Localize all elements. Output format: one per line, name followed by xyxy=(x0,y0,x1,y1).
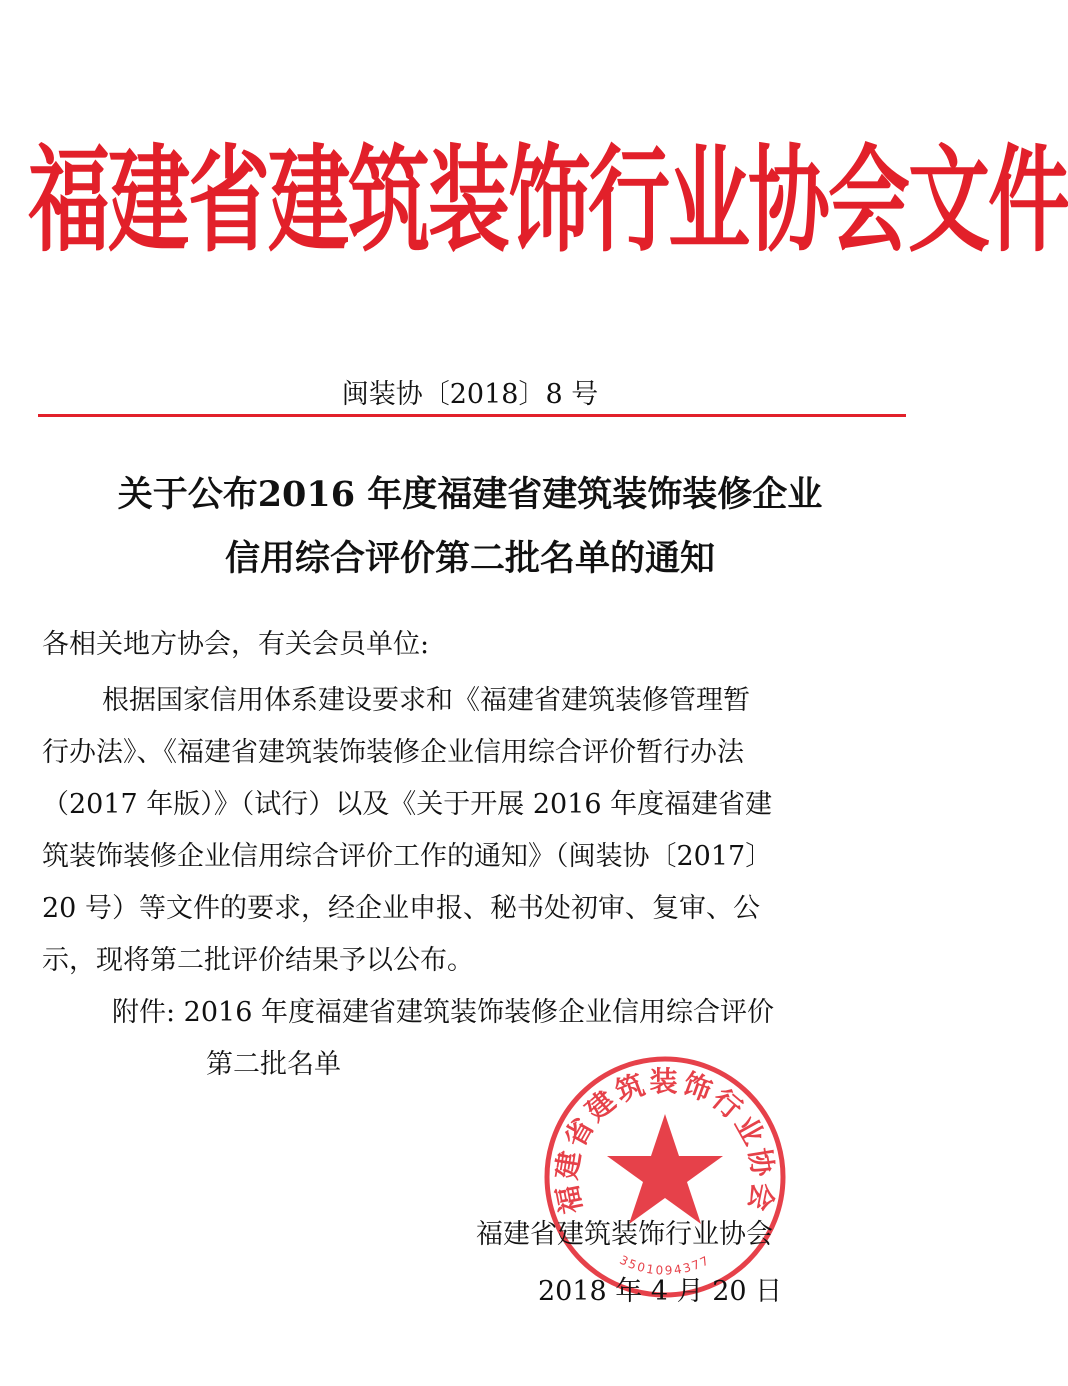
document-masthead: 福建省建筑装饰行业协会文件 xyxy=(28,134,1068,268)
official-seal xyxy=(540,1052,790,1302)
body-line xyxy=(42,834,882,873)
body-line-text: 根据国家信用体系建设要求和《福建省建筑装修管理暂 xyxy=(102,685,750,716)
body-line-text: 筑装饰装修企业信用综合评价工作的通知》（闽装协〔2017〕 xyxy=(42,841,773,872)
body-line-text: （2017 年版）》（试行）以及《关于开展 2016 年度福建省建 xyxy=(42,789,773,820)
star-icon xyxy=(607,1114,723,1224)
attachment-line-2: 第二批名单 xyxy=(206,1049,341,1080)
issue-date: 2018 年 4 月 20 日 xyxy=(538,1276,783,1307)
body-line xyxy=(42,782,882,821)
seal-text: 福建省建筑装饰行业协会 xyxy=(549,1065,781,1217)
body-line-text: 20 号）等文件的要求，经企业申报、秘书处初审、复审、公 xyxy=(42,893,760,924)
body-line-text: 行办法》、《福建省建筑装饰装修企业信用综合评价暂行办法 xyxy=(42,737,744,768)
body-line-text: 示，现将第二批评价结果予以公布。 xyxy=(42,945,474,976)
issuer-name: 福建省建筑装饰行业协会 xyxy=(476,1219,773,1250)
body-line xyxy=(42,678,882,717)
red-divider xyxy=(38,414,906,417)
body-line xyxy=(42,886,882,925)
body-line xyxy=(42,730,882,769)
seal-code: 3501094377 xyxy=(617,1252,713,1278)
body-line xyxy=(42,938,882,977)
notice-title-line-1: 关于公布2016 年度福建省建筑装饰装修企业 xyxy=(117,474,823,515)
notice-title-line-2: 信用综合评价第二批名单的通知 xyxy=(224,538,715,579)
salutation: 各相关地方协会，有关会员单位: xyxy=(42,629,430,660)
attachment-line-1: 附件: 2016 年度福建省建筑装饰装修企业信用综合评价 xyxy=(112,997,774,1028)
document-number: 闽装协〔2018〕8 号 xyxy=(341,379,599,410)
